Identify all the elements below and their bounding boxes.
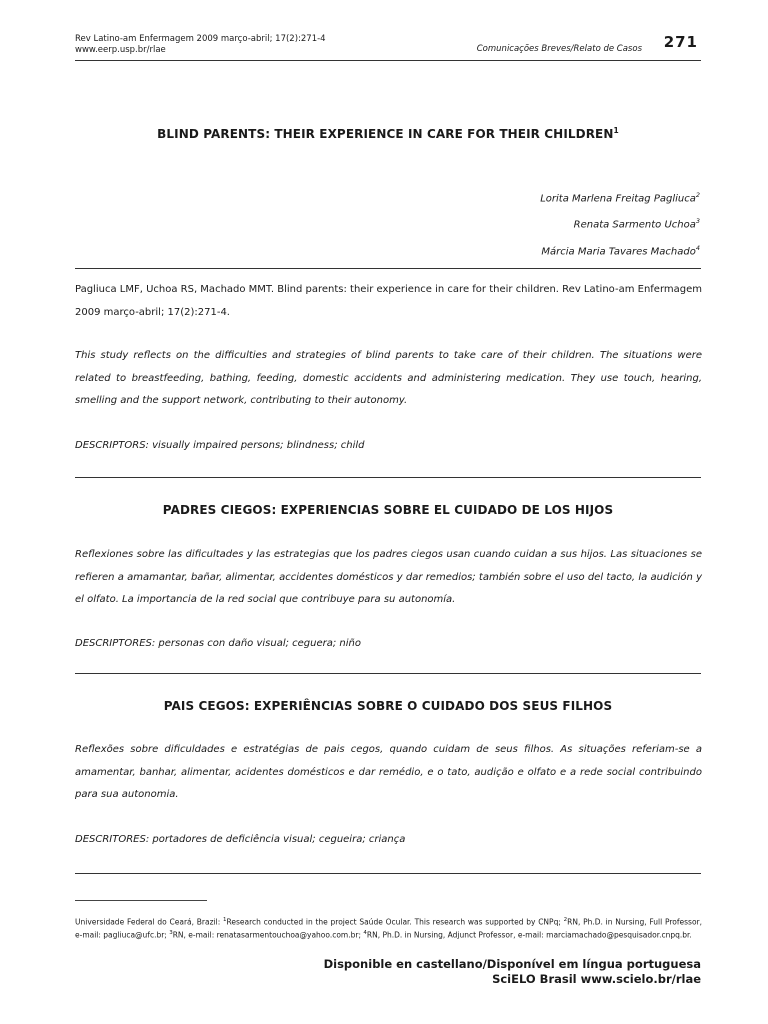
footnote-text-3: RN, e-mail: renatasarmentouchoa@yahoo.com.br; <box>172 930 364 940</box>
author-1-marker: 2 <box>695 191 700 199</box>
footnote-marker-3: 3 <box>169 930 173 936</box>
title-footnote-marker: 1 <box>613 126 619 135</box>
author-list <box>540 184 700 263</box>
descriptors-spanish: DESCRIPTORES: personas con daño visual; ceguera; niño <box>75 638 362 649</box>
author-3-marker: 4 <box>695 243 700 252</box>
footnote-text-4: RN, Ph.D. in Nursing, Adjunct Professor, e-mail: marciamachado@pesquisador.cnpq.br. <box>366 930 692 940</box>
portuguese-title: PAIS CEGOS: EXPERIÊNCIAS SOBRE O CUIDADO DOS SEUS FILHOS <box>163 699 613 713</box>
availability-notice <box>324 957 701 987</box>
descriptors-english: DESCRIPTORS: visually impaired persons; blindness; child <box>75 440 365 451</box>
author-1-name: Lorita Marlena Freitag Pagliuca <box>540 193 696 205</box>
availability-languages: Disponible en castellano/Disponível em língua portuguesa <box>323 957 701 971</box>
abstract-english: This study reflects on the difficulties and strategies of blind parents to take care of their children. The situations were related to breastfeeding, bathing, feeding, domestic accidents and administering medication. They use touch, hearing, smelling and the support network, contributing to their autonomy. <box>75 350 702 406</box>
author-3-name: Márcia Maria Tavares Machado <box>541 245 696 257</box>
journal-url: www.eerp.usp.br/rlae <box>75 45 166 55</box>
section-label: Comunicações Breves/Relato de Casos <box>476 44 642 54</box>
spanish-divider <box>75 673 701 674</box>
citation: Pagliuca LMF, Uchoa RS, Machado MMT. Blind parents: their experience in care for their children. Rev Latino-am Enfermagem 2009 março-abril; 17(2):271-4. <box>75 284 702 318</box>
availability-scielo: SciELO Brasil www.scielo.br/rlae <box>492 972 701 986</box>
author-2-name: Renata Sarmento Uchoa <box>573 219 696 231</box>
footnote-marker-1: 1 <box>223 917 227 923</box>
portuguese-divider <box>75 873 701 874</box>
article-title-text: BLIND PARENTS: THEIR EXPERIENCE IN CARE FOR THEIR CHILDREN <box>157 127 614 141</box>
english-divider <box>75 477 701 478</box>
abstract-portuguese: Reflexões sobre dificuldades e estratégias de pais cegos, quando cuidam de seus filhos. As situações referiam-se a amamentar, banhar, alimentar, acidentes domésticos e dar remédio, e o tato, audição e olfato e a rede social contribuindo para sua autonomia. <box>75 744 702 800</box>
journal-line-1: Rev Latino-am Enfermagem 2009 março-abril; 17(2):271-4 <box>75 34 326 44</box>
descriptors-portuguese: DESCRITORES: portadores de deficiência visual; cegueira; criança <box>75 834 406 845</box>
article-title <box>75 126 701 141</box>
footnote-marker-2: 2 <box>563 917 568 923</box>
page-number: 271 <box>663 33 698 51</box>
header-divider <box>75 60 701 61</box>
footnote-marker-4: 4 <box>363 930 367 936</box>
author-1 <box>540 184 700 210</box>
footnote-text-2: RN, Ph.D. in Nursing, Full Professor, e-mail: pagliuca@ufc.br; <box>75 917 703 940</box>
footnote-separator <box>75 900 207 901</box>
authors-divider <box>75 268 701 269</box>
footnote-text-1: Research conducted in the project Saúde Ocular. This research was supported by CNPq; <box>226 917 564 927</box>
footnote-affiliation: Universidade Federal do Ceará, Brazil: <box>75 917 223 927</box>
journal-citation-header <box>75 34 326 56</box>
author-3 <box>540 237 700 263</box>
author-2 <box>540 210 700 236</box>
footnote <box>75 915 702 941</box>
author-2-marker: 3 <box>695 217 700 226</box>
abstract-spanish: Reflexiones sobre las dificultades y las estrategias que los padres ciegos usan cuando cuidan a sus hijos. Las situaciones se refieren a amamantar, bañar, alimentar, accidentes domésticos y dar remedios; también sobre el uso del tacto, la audición y el olfato. La importancia de la red social que contribuye para su autonomía. <box>75 549 702 605</box>
spanish-title: PADRES CIEGOS: EXPERIENCIAS SOBRE EL CUIDADO DE LOS HIJOS <box>162 503 614 517</box>
